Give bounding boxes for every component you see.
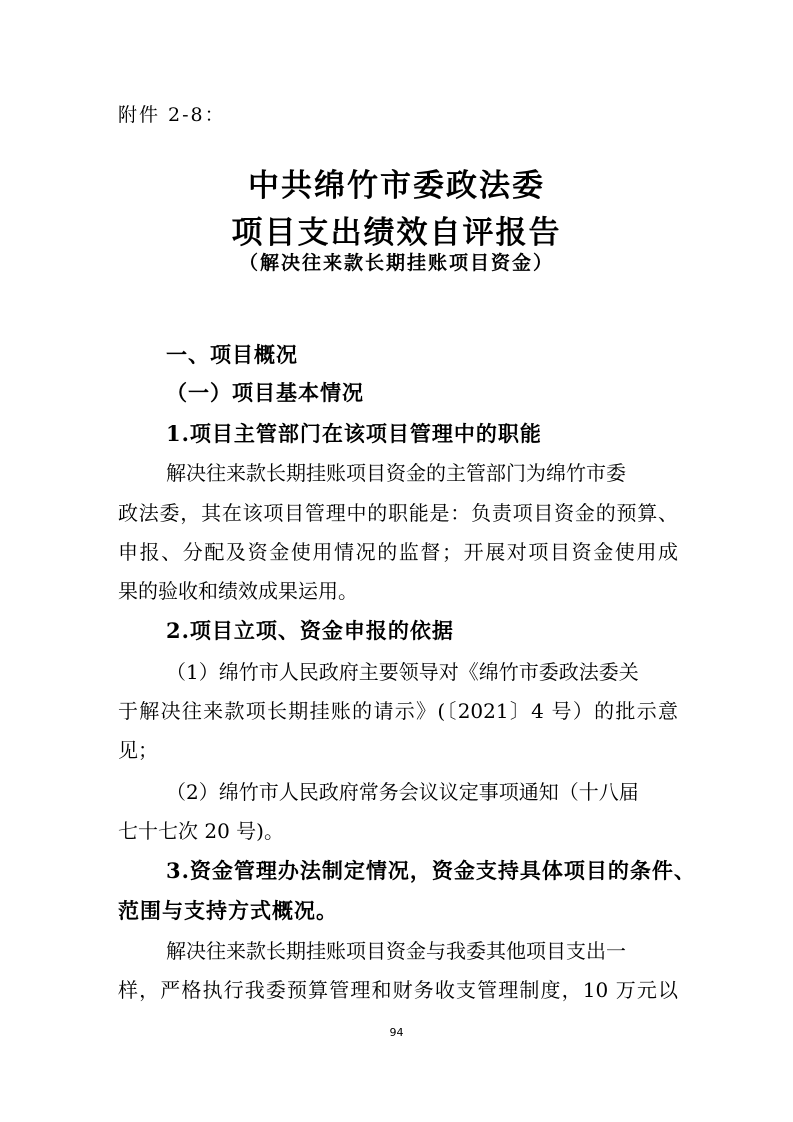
- paragraph-line: 解决往来款长期挂账项目资金的主管部门为绵竹市委: [166, 461, 626, 485]
- paragraph-line: 政法委，其在该项目管理中的职能是：负责项目资金的预算、: [118, 501, 678, 525]
- paragraph-line: 于解决往来款项长期挂账的请示》(〔2021〕4 号）的批示意: [118, 699, 678, 723]
- page-number: 94: [389, 1026, 404, 1039]
- paragraph-line: 样，严格执行我委预算管理和财务收支管理制度，10 万元以: [118, 978, 678, 1002]
- attachment-label: 附件 2-8：: [118, 104, 226, 126]
- report-title-line1: 中共绵竹市委政法委: [248, 168, 545, 204]
- paragraph-line: 见；: [118, 738, 158, 762]
- paragraph-line: 七十七次 20 号)。: [118, 819, 284, 843]
- subsection-heading-1-1: （一）项目基本情况: [166, 380, 364, 405]
- item-2-title: 2.项目立项、资金申报的依据: [166, 618, 454, 643]
- paragraph-line: 申报、分配及资金使用情况的监督；开展对项目资金使用成: [118, 540, 678, 564]
- section-heading-1: 一、项目概况: [166, 342, 298, 367]
- report-title-line2: 项目支出绩效自评报告: [231, 215, 562, 251]
- item-3-title: 3.资金管理办法制定情况，资金支持具体项目的条件、: [166, 858, 696, 883]
- report-subtitle: （解决往来款长期挂账项目资金）: [238, 252, 554, 274]
- item-1-title: 1.项目主管部门在该项目管理中的职能: [166, 421, 542, 446]
- item-3-title-cont: 范围与支持方式概况。: [118, 898, 338, 923]
- paragraph-line: （1）绵竹市人民政府主要领导对《绵竹市委政法委关: [166, 660, 639, 684]
- paragraph-line: 解决往来款长期挂账项目资金与我委其他项目支出一: [166, 939, 626, 963]
- paragraph-line: 果的验收和绩效成果运用。: [118, 579, 358, 603]
- paragraph-line: （2）绵竹市人民政府常务会议议定事项通知（十八届: [166, 780, 639, 804]
